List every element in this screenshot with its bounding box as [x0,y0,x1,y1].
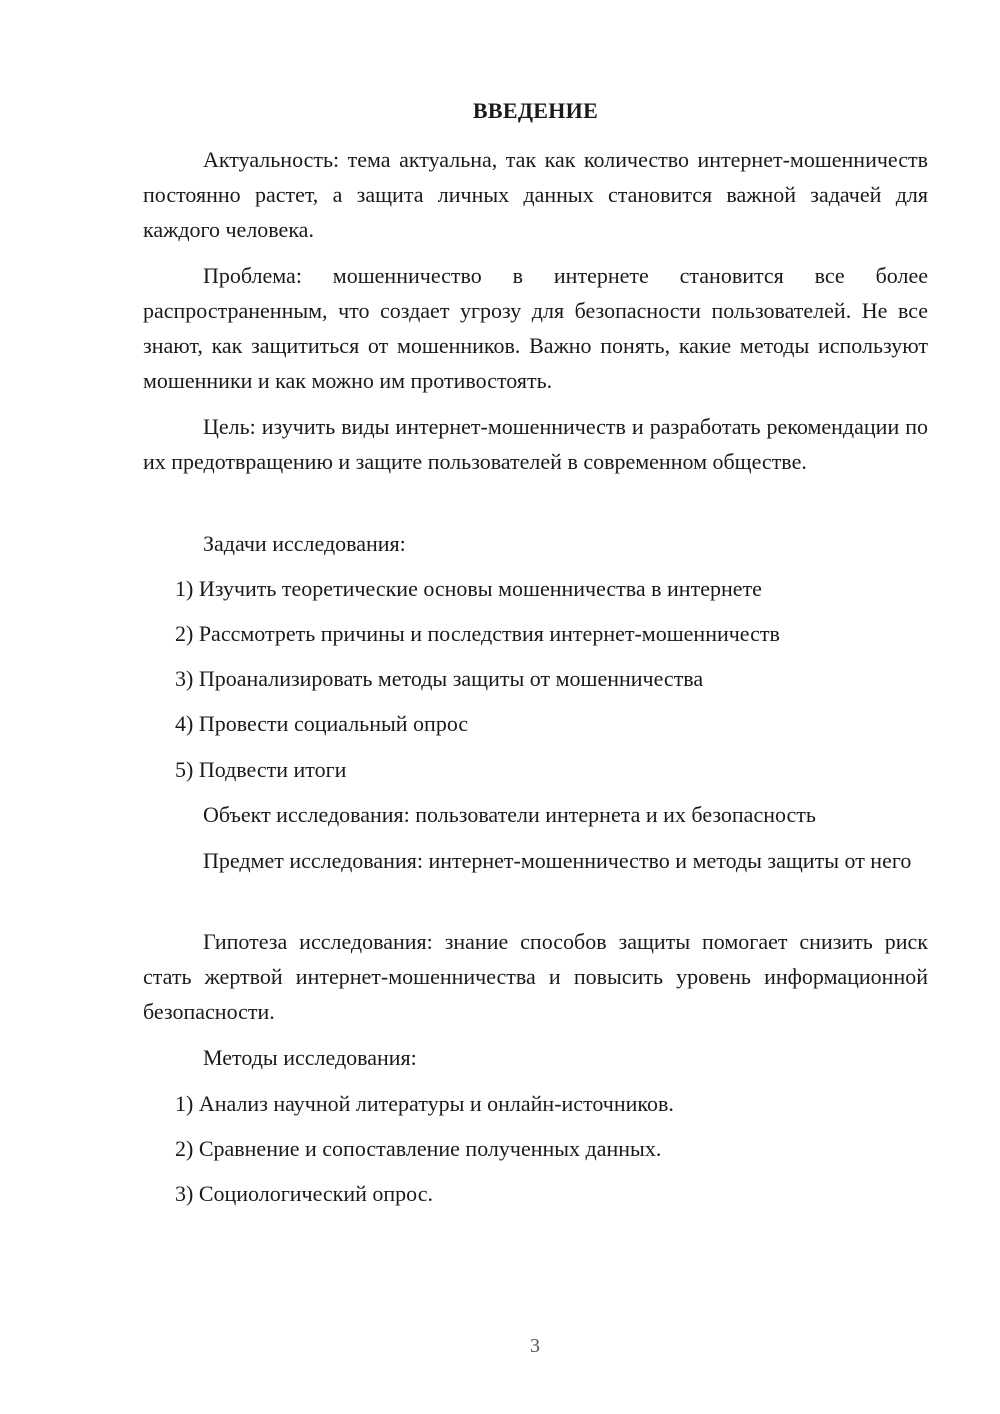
object-paragraph: Объект исследования: пользователи интернета и их безопасность [203,802,816,827]
list-item: 2) Сравнение и сопоставление полученных данных. [175,1136,662,1161]
list-item: 1) Анализ научной литературы и онлайн-источников. [175,1091,674,1116]
hypothesis-paragraph: Гипотеза исследования: знание способов защиты помогает снизить риск стать жертвой интернет-мошенничества и повысить уровень информационной безопасности. [143,929,928,1024]
list-item: 2) Рассмотреть причины и последствия интернет-мошенничеств [175,621,780,646]
list-item: 3) Социологический опрос. [175,1181,433,1206]
list-item: 4) Провести социальный опрос [175,711,469,736]
relevance-paragraph: Актуальность: тема актуальна, так как количество интернет-мошенничеств постоянно растет, а защита личных данных становится важной задачей для каждого человека. [143,147,928,242]
page-number: 3 [530,1335,540,1357]
methods-heading: Методы исследования: [203,1045,417,1070]
list-item: 5) Подвести итоги [175,757,347,782]
goal-paragraph: Цель: изучить виды интернет-мошенничеств и разработать рекомендации по их предотвращению и защите пользователей в современном обществе. [143,414,928,474]
list-item: 3) Проанализировать методы защиты от мошенничества [175,666,704,691]
list-item: 1) Изучить теоретические основы мошенничества в интернете [175,576,762,601]
subject-paragraph: Предмет исследования: интернет-мошенничество и методы защиты от него [203,848,912,873]
page-title: ВВЕДЕНИЕ [472,98,599,123]
tasks-heading: Задачи исследования: [203,531,406,556]
problem-paragraph: Проблема: мошенничество в интернете становится все более распространенным, что создает угрозу для безопасности пользователей. Не все знают, как защититься от мошенников. Важно понять, какие методы используют мошенники и как можно им противостоять. [143,263,928,393]
